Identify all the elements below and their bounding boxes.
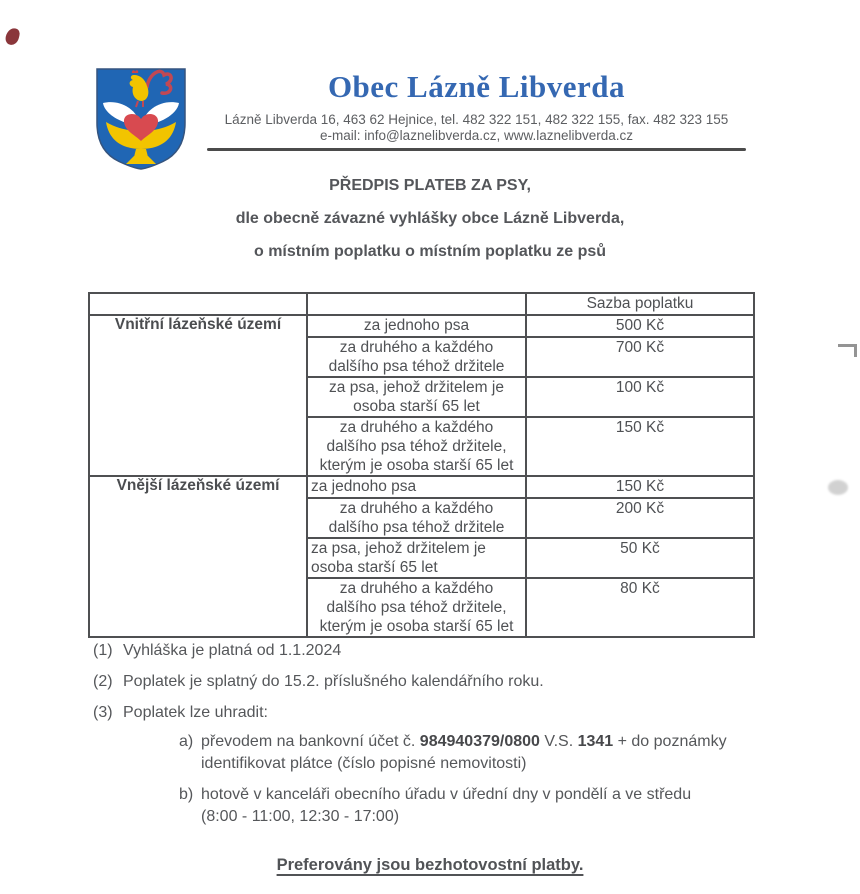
zone-label: Vnitřní lázeňské území (89, 315, 307, 476)
chalice-stem (134, 149, 148, 157)
payment-option (179, 784, 779, 828)
fee-amount: 150 Kč (526, 417, 754, 476)
header-divider (207, 148, 746, 151)
fee-row (89, 476, 754, 498)
fee-table (88, 292, 755, 638)
note-text: Poplatek lze uhradit: (123, 704, 268, 721)
fee-description: za druhého a každého dalšího psa téhož držitele, kterým je osoba starší 65 let (307, 417, 526, 476)
note-number: (2) (93, 673, 113, 690)
fee-description: za druhého a každého dalšího psa téhož držitele (307, 498, 526, 538)
title-line-1: PŘEDPIS PLATEB ZA PSY, (329, 177, 531, 194)
scan-artifact-corner-mark (838, 344, 857, 357)
fee-amount: 700 Kč (526, 337, 754, 377)
table-header-row (89, 293, 754, 315)
fee-row (89, 315, 754, 337)
fee-description: za psa, jehož držitelem je osoba starší 65 let (307, 538, 526, 578)
note-text: Vyhláška je platná od 1.1.2024 (123, 642, 342, 659)
fee-table-body (89, 315, 754, 637)
fee-description: za jednoho psa (307, 476, 526, 498)
fee-amount: 200 Kč (526, 498, 754, 538)
payment-options (179, 731, 779, 837)
org-address: Lázně Libverda 16, 463 62 Hejnice, tel. 482 322 151, 482 322 155, fax. 482 323 155 (224, 112, 729, 127)
org-contact: e-mail: info@laznelibverda.cz, www.laznelibverda.cz (319, 128, 634, 143)
zone-label: Vnější lázeňské území (89, 476, 307, 637)
payment-option (179, 731, 779, 775)
payment-option-text: hotově v kanceláři obecního úřadu v úřední dny v pondělí a ve středu (8:00 - 11:00, 12:30 - 17:00) (201, 786, 692, 825)
note-item (93, 641, 813, 661)
fee-amount: 100 Kč (526, 377, 754, 417)
fee-description: za druhého a každého dalšího psa téhož držitele, kterým je osoba starší 65 let (307, 578, 526, 637)
note-item (93, 703, 813, 723)
note-number: (3) (93, 704, 113, 721)
note-item (93, 672, 813, 692)
fee-amount: 500 Kč (526, 315, 754, 337)
note-text: Poplatek je splatný do 15.2. příslušného kalendářního roku. (123, 673, 544, 690)
payment-option-label: a) (179, 733, 194, 750)
note-number: (1) (93, 642, 113, 659)
scan-artifact-smudge (828, 480, 848, 495)
fee-description: za jednoho psa (307, 315, 526, 337)
header-empty-cell-1 (89, 293, 307, 315)
fee-description: za druhého a každého dalšího psa téhož držitele (307, 337, 526, 377)
title-line-2: dle obecně závazné vyhlášky obce Lázně Libverda, (235, 210, 625, 227)
coat-of-arms-icon (90, 64, 192, 172)
footer-text: Preferovány jsou bezhotovostní platby. (276, 856, 584, 874)
org-name: Obec Lázně Libverda (327, 69, 626, 104)
header-fee-label: Sazba poplatku (526, 293, 754, 315)
title-line-3: o místním poplatku o místním poplatku ze psů (253, 243, 607, 260)
fee-description: za psa, jehož držitelem je osoba starší 65 let (307, 377, 526, 417)
fee-amount: 80 Kč (526, 578, 754, 637)
payment-option-label: b) (179, 786, 194, 803)
scan-artifact-ink-blot (4, 27, 21, 47)
fee-amount: 150 Kč (526, 476, 754, 498)
letterhead (207, 70, 746, 144)
footer-note (0, 856, 860, 875)
document-title (0, 177, 860, 276)
payment-option-text: převodem na bankovní účet č. 984940379/0800 V.S. 1341 + do poznámky identifikovat plátce (číslo popisné nemovitosti) (201, 733, 727, 772)
fee-amount: 50 Kč (526, 538, 754, 578)
header-empty-cell-2 (307, 293, 526, 315)
notes-list (93, 641, 813, 734)
